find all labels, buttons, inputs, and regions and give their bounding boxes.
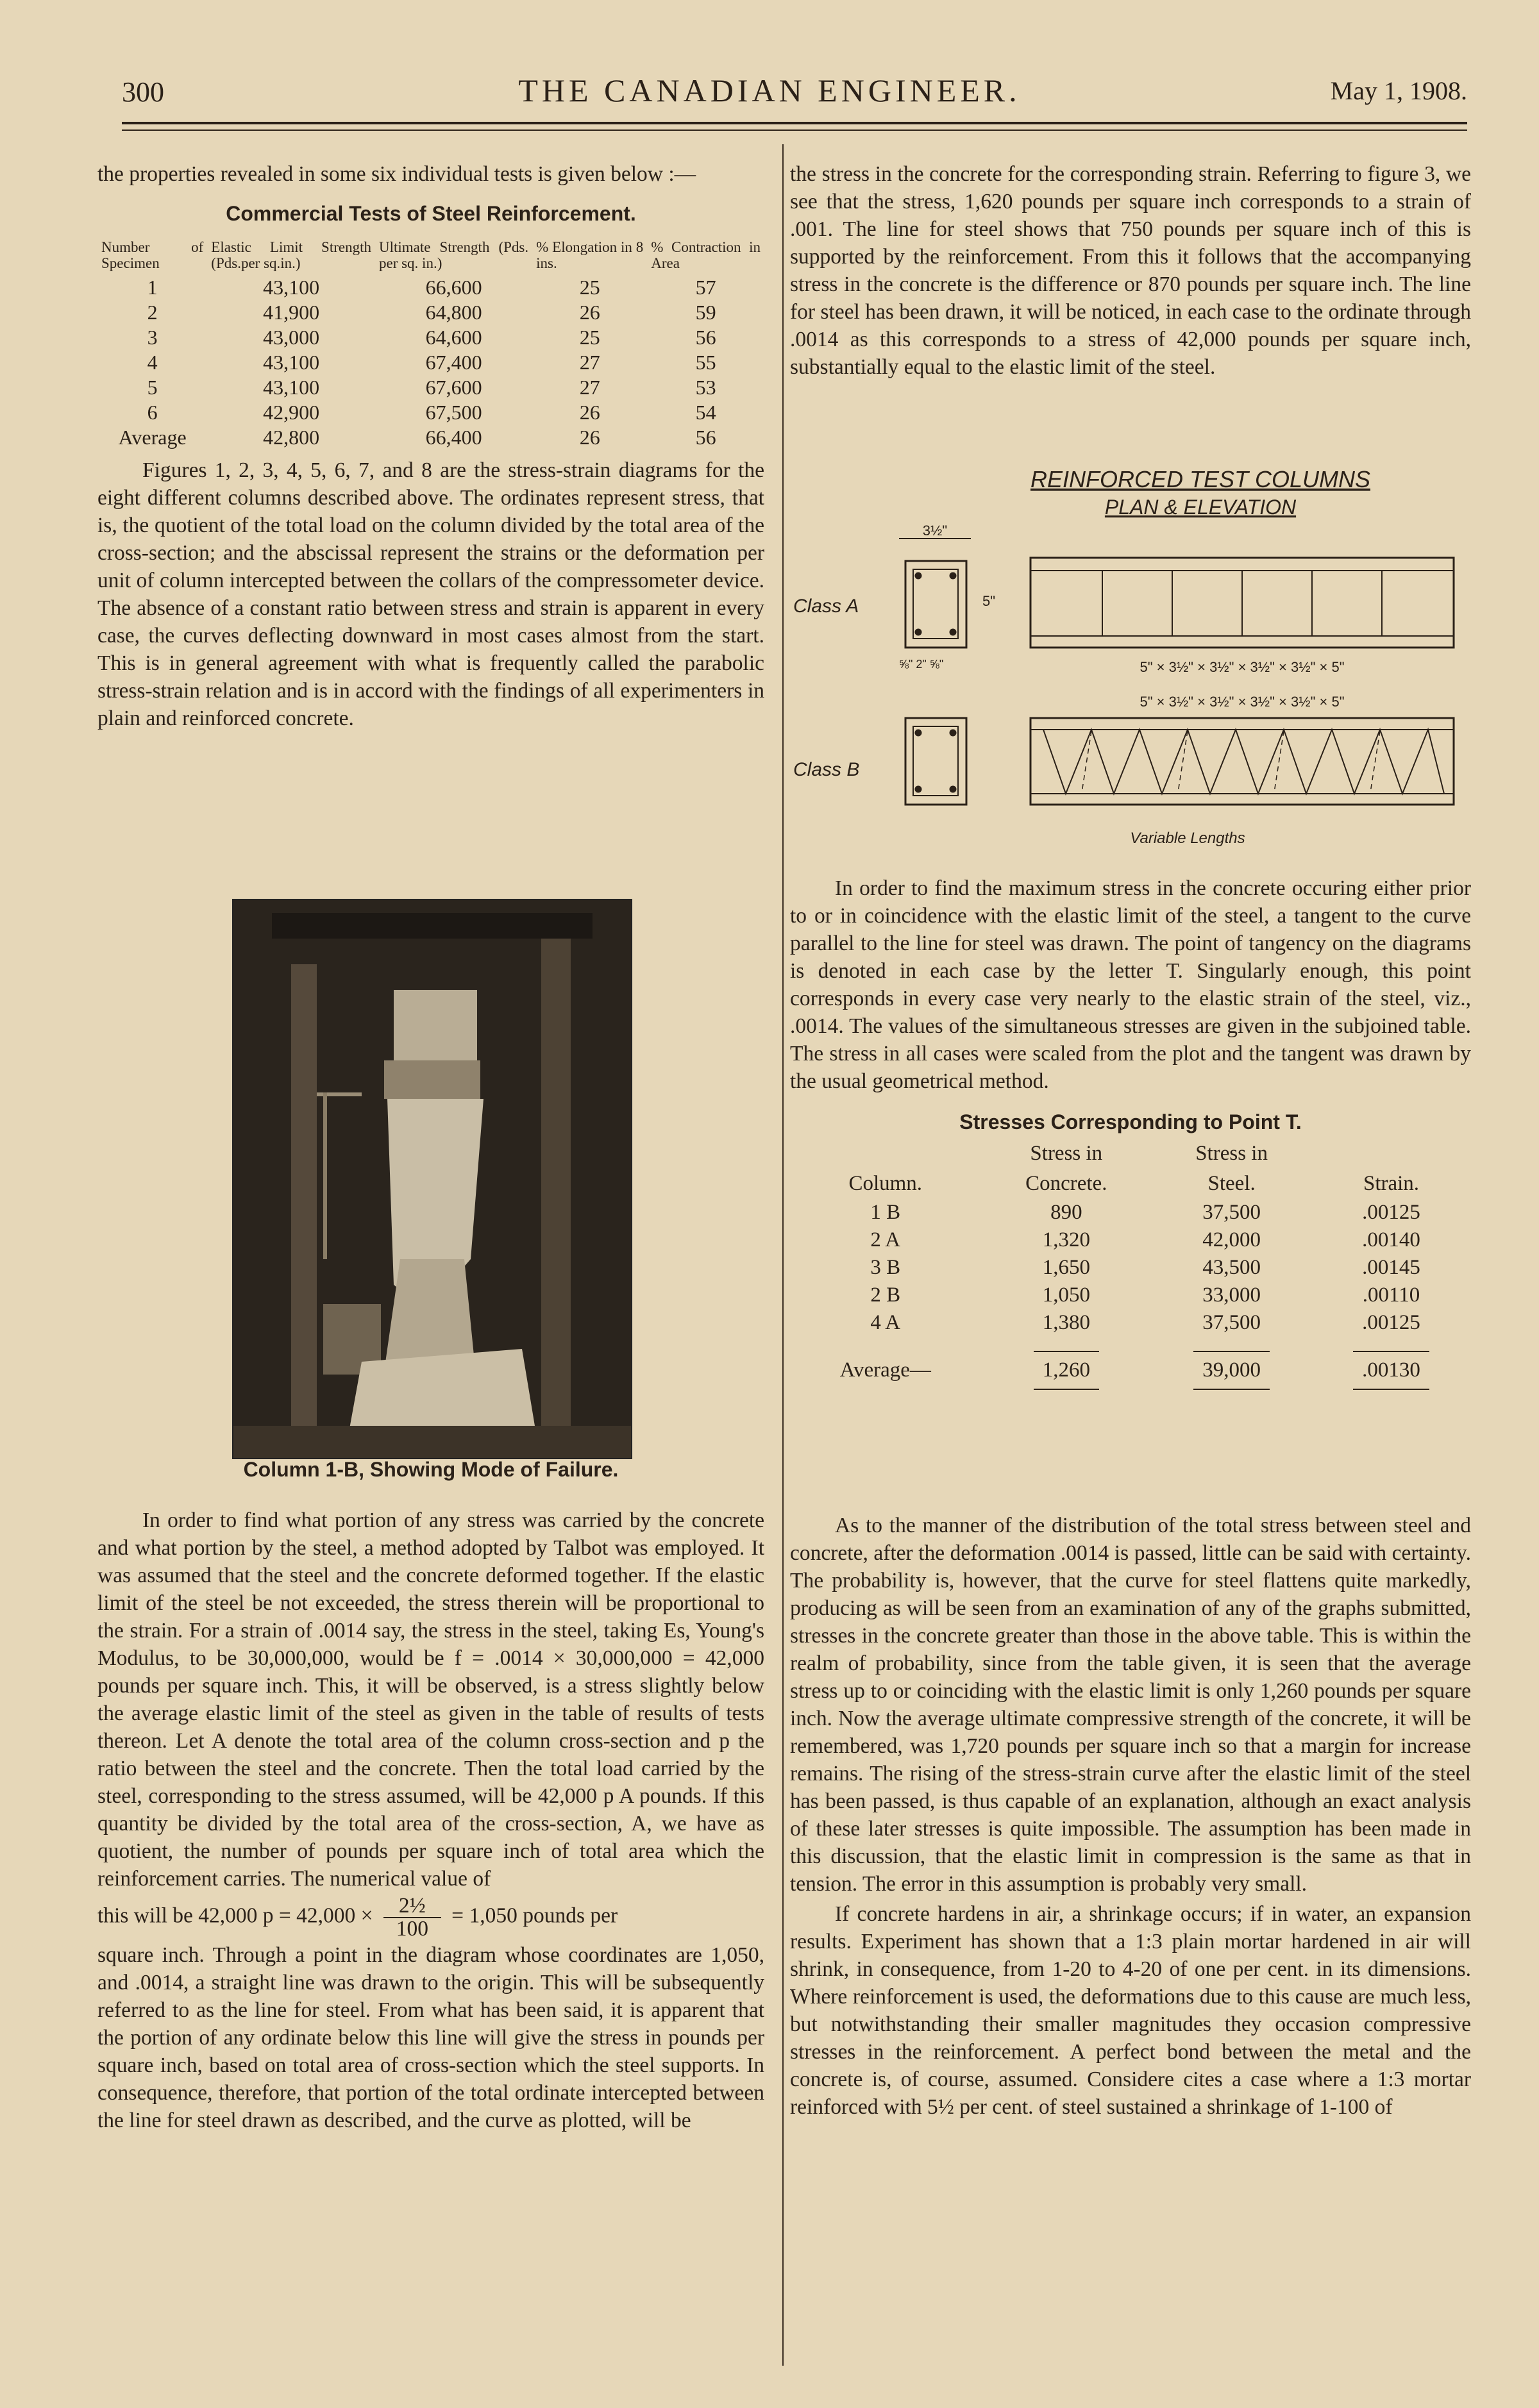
table-row [97, 300, 764, 325]
table2-header: Concrete. [1025, 1172, 1107, 1195]
table-cell: 56 [695, 326, 716, 349]
table-cell: 66,400 [425, 426, 482, 449]
table-row [790, 1199, 1471, 1226]
table-cell: 64,600 [425, 326, 482, 349]
table2-header: Stress in [1030, 1142, 1103, 1165]
paragraph: Figures 1, 2, 3, 4, 5, 6, 7, and 8 are the stress-strain diagrams for the eight different columns described above. The ordinates represent stress, that is, the quotient of the total load on the column divided by the total area of the cross-section; and the abscissal represent the strains or the deformation per unit of column intercepted between the collars of the compressometer device. The absence of a constant ratio between stress and strain is apparent in every case, the curves deflecting downward in most cases almost from the start. This is in general agreement with what is frequently called the parabolic stress-strain relation and is in accord with the findings of all experimenters in plain and reinforced concrete. [97, 458, 764, 730]
table-cell: 1,650 [1042, 1256, 1090, 1279]
table-row [97, 425, 764, 450]
table-row [790, 1226, 1471, 1254]
right-column-middle [790, 874, 1471, 1391]
table-cell: 2 A [870, 1228, 901, 1251]
formula-pre: this will be 42,000 p = 42,000 × [97, 1903, 373, 1928]
table-cell: 59 [695, 301, 716, 324]
table-cell: 33,000 [1202, 1283, 1261, 1307]
table1-title: Commercial Tests of Steel Reinforcement. [226, 202, 636, 225]
table-cell: 41,900 [263, 301, 320, 324]
average-value: 39,000 [1193, 1351, 1270, 1390]
table-cell: 66,600 [425, 276, 482, 299]
table-cell: 27 [579, 376, 600, 399]
paragraph: In order to find the maximum stress in the concrete occuring either prior to or in coincidence with the elastic limit of the steel, a tangent to the curve parallel to the line for steel was drawn. The point of tangency on the diagrams is denoted in each case by the letter T. Singularly enough, this point corresponds in every case very nearly to the elastic strain of the steel, viz., .0014. The values of the simultaneous stresses are given in the subjoined table. The stress in all cases were scaled from the plot and the tangent was drawn by the usual geometrical method. [790, 876, 1471, 1093]
table2-header: Column. [848, 1172, 923, 1195]
table-cell: 3 B [870, 1256, 901, 1279]
table2-header: Steel. [1207, 1172, 1256, 1195]
height-dimension: 5" [982, 593, 996, 609]
point-t-stress-table [790, 1139, 1471, 1391]
class-a-label: Class A [793, 596, 859, 617]
table-cell: .00140 [1362, 1228, 1420, 1251]
table-cell: 56 [695, 426, 716, 449]
right-column-lower [790, 1512, 1471, 2121]
table-cell: 54 [695, 401, 716, 424]
intro-text: the properties revealed in some six individual tests is given below :— [97, 162, 696, 186]
photo-caption: Column 1-B, Showing Mode of Failure. [243, 1458, 619, 1481]
column-divider [782, 144, 784, 2366]
average-value: .00130 [1353, 1351, 1429, 1390]
table-row [790, 1309, 1471, 1337]
fraction [383, 1895, 441, 1940]
width-dimension: 3½" [922, 523, 948, 539]
table-cell: 67,600 [425, 376, 482, 399]
steel-tests-table [97, 239, 764, 450]
diagram-title: REINFORCED TEST COLUMNS [1030, 468, 1371, 492]
table-row [790, 1254, 1471, 1282]
table-cell: 25 [579, 326, 600, 349]
table-row [97, 375, 764, 400]
fraction-numerator: 2½ [383, 1895, 441, 1918]
diagram-subtitle: PLAN & ELEVATION [1104, 496, 1297, 519]
formula-line [97, 1895, 764, 1940]
table-cell [1311, 1337, 1471, 1391]
table-cell: 26 [579, 401, 600, 424]
paragraph: square inch. Through a point in the diagram whose coordinates are 1,050, and .0014, a straight line was drawn to the origin. This will be subsequently referred to as the line for steel. From what has been said, it is apparent that the portion of any ordinate below this line will give the stress in pounds per square inch, based on total area of cross-section which the steel supports. In consequence, therefore, that portion of the total ordinate intercepted between the line for steel drawn as described, and the curve as plotted, will be [97, 1943, 764, 2132]
table-cell: 55 [695, 351, 716, 374]
table-cell: 26 [579, 426, 600, 449]
table1-header: Elastic Limit Strength (Pds.per sq.in.) [211, 239, 371, 271]
table-cell: 2 [147, 301, 158, 324]
table-cell: 4 A [870, 1311, 901, 1334]
table2-header: Strain. [1363, 1172, 1420, 1195]
table-cell: 57 [695, 276, 716, 299]
table-cell: 1 B [870, 1201, 901, 1224]
photo-figure [97, 899, 764, 1489]
paragraph: If concrete hardens in air, a shrinkage occurs; if in water, an expansion results. Experiment has shown that a 1:3 plain mortar hardened in air will shrink, in consequence, from 1-20 to 4-20 of one per cent. in its dimensions. Where reinforcement is used, the deformations due to this cause are much less, but notwithstanding their smaller magnitudes they occasion compressive stresses in the reinforcement. A perfect bond between the metal and the concrete is, of course, assumed. Considere cites a case where a 1:3 mortar reinforced with 5½ per cent. of steel sustained a shrinkage of 1-100 of [790, 1902, 1471, 2119]
header-rule-thin [122, 130, 1467, 131]
table-cell: 1 [147, 276, 158, 299]
table2-header-top [790, 1139, 1471, 1169]
table-cell: .00125 [1362, 1201, 1420, 1224]
issue-date: May 1, 1908. [1330, 76, 1467, 105]
table-cell: 4 [147, 351, 158, 374]
page-number: 300 [122, 76, 164, 108]
table-cell: 5 [147, 376, 158, 399]
table-row [790, 1282, 1471, 1309]
table1-header: Number of Specimen [101, 239, 204, 271]
table-cell: .00125 [1362, 1311, 1420, 1334]
page-header [0, 72, 1539, 121]
spacing-bottom: 5" × 3½" × 3½" × 3½" × 3½" × 5" [1140, 694, 1345, 710]
table-cell: 43,100 [263, 376, 320, 399]
table-row [97, 275, 764, 300]
right-column [790, 160, 1471, 381]
table-cell: 42,000 [1202, 1228, 1261, 1251]
table-cell: Average [118, 426, 187, 449]
formula-post: = 1,050 pounds per [451, 1903, 618, 1928]
table2-header-row [790, 1169, 1471, 1199]
table-cell [980, 1337, 1152, 1391]
paragraph: the stress in the concrete for the corresponding strain. Referring to figure 3, we see that the stress, 1,620 pounds per square inch corresponds to a strain of .001. The line for steel shows that 750 pounds per square inch of this is supported by the reinforcement. From this it follows that the accompanying stress in the concrete is the difference or 870 pounds per square inch. The line for steel has been drawn, it will be noticed, in each case to the ordinate through .0014 as this corresponds to a stress of 42,000 pounds per square inch, substantially equal to the elastic limit of the steel. [790, 162, 1471, 379]
table-cell: .00110 [1362, 1283, 1420, 1307]
journal-title: THE CANADIAN ENGINEER. [518, 72, 1021, 108]
table-cell: 42,900 [263, 401, 320, 424]
table-cell: 2 B [870, 1283, 901, 1307]
table-cell: 3 [147, 326, 158, 349]
plan-dimension: ⅝" 2" ⅝" [899, 658, 944, 671]
table-cell: 1,050 [1042, 1283, 1090, 1307]
class-b-label: Class B [793, 759, 860, 780]
table1-header: Ultimate Strength (Pds. per sq. in.) [378, 239, 529, 271]
table-cell: 67,400 [425, 351, 482, 374]
paragraph: As to the manner of the distribution of the total stress between steel and concrete, after the deformation .0014 is passed, little can be said with certainty. The probability is, however, that the curve for steel flattens quite markedly, producing as will be seen from an examination of any of the graphs submitted, stresses in the concrete greater than those in the above table. This is within the realm of probability, since from the table given, it is seen that the average stress up to or coinciding with the elastic limit is only 1,260 pounds per square inch. Now the average ultimate compressive strength of the concrete, it will be remembered, was 1,720 pounds per square inch so that a margin for increase remains. The rising of the stress-strain curve after the elastic limit of the steel has been passed, is thus capable of an explanation, although an exact analysis of these later stresses is quite impossible. The assumption has been made in this discussion, that the elastic limit in compression is the same as that in tension. The error in this assumption is probably very small. [790, 1514, 1471, 1896]
table-cell: 64,800 [425, 301, 482, 324]
table-cell: 67,500 [425, 401, 482, 424]
left-column [97, 160, 764, 732]
table-cell: 43,100 [263, 351, 320, 374]
table-cell: 43,000 [263, 326, 320, 349]
table1-header-row [97, 239, 764, 275]
table-cell: 42,800 [263, 426, 320, 449]
table-cell: 37,500 [1202, 1311, 1261, 1334]
table-cell: 6 [147, 401, 158, 424]
table-cell: 1,320 [1042, 1228, 1090, 1251]
table-row [97, 400, 764, 425]
table-cell [1152, 1337, 1311, 1391]
table-cell: 26 [579, 301, 600, 324]
table-cell: .00145 [1362, 1256, 1420, 1279]
variable-lengths-label: Variable Lengths [1130, 830, 1245, 847]
table1-header: % Elongation in 8 ins. [536, 239, 644, 271]
table-cell: 43,500 [1202, 1256, 1261, 1279]
table-cell: 27 [579, 351, 600, 374]
paragraph: In order to find what portion of any stress was carried by the concrete and what portion by the steel, a method adopted by Talbot was employed. It was assumed that the steel and the concrete deformed together. If the elastic limit of the steel be not exceeded, the stress therein will be proportional to the strain. For a strain of .0014 say, the stress in the steel, taking Es, Young's Modulus, to be 30,000,000, would be f = .0014 × 30,000,000 = 42,000 pounds per square inch. This, it will be observed, is a stress slightly below the average elastic limit of the steel as given in the table of results of tests thereon. Let A denote the total area of the column cross-section and p the ratio between the steel and the concrete. Then the total load carried by the steel, corresponding to the stress assumed, will be 42,000 p A pounds. If this quantity be divided by the total area of the cross-section, A, we have as quotient, the number of pounds per square inch of total area which the reinforcement carries. The numerical value of [97, 1509, 764, 1891]
table-cell: 890 [1050, 1201, 1082, 1224]
table-cell: Average— [839, 1359, 931, 1382]
table2-header [1311, 1139, 1471, 1169]
table2-header: Stress in [1195, 1142, 1268, 1165]
table2-title: Stresses Corresponding to Point T. [959, 1110, 1302, 1133]
table-cell: 37,500 [1202, 1201, 1261, 1224]
table-cell: 25 [579, 276, 600, 299]
left-column-lower [97, 1507, 764, 2134]
table-row [97, 350, 764, 375]
table2-header [790, 1139, 980, 1169]
table-cell: 43,100 [263, 276, 320, 299]
table1-header: % Contraction in Area [651, 239, 761, 271]
fraction-denominator: 100 [396, 1917, 428, 1941]
table-cell: 1,380 [1042, 1311, 1090, 1334]
test-columns-diagram [790, 468, 1471, 865]
table-average-row [790, 1337, 1471, 1391]
table-row [97, 325, 764, 350]
spacing-top: 5" × 3½" × 3½" × 3½" × 3½" × 5" [1140, 659, 1345, 675]
header-rule [122, 122, 1467, 124]
average-value: 1,260 [1034, 1351, 1099, 1390]
table-cell: 53 [695, 376, 716, 399]
column-failure-photo [232, 899, 632, 1459]
